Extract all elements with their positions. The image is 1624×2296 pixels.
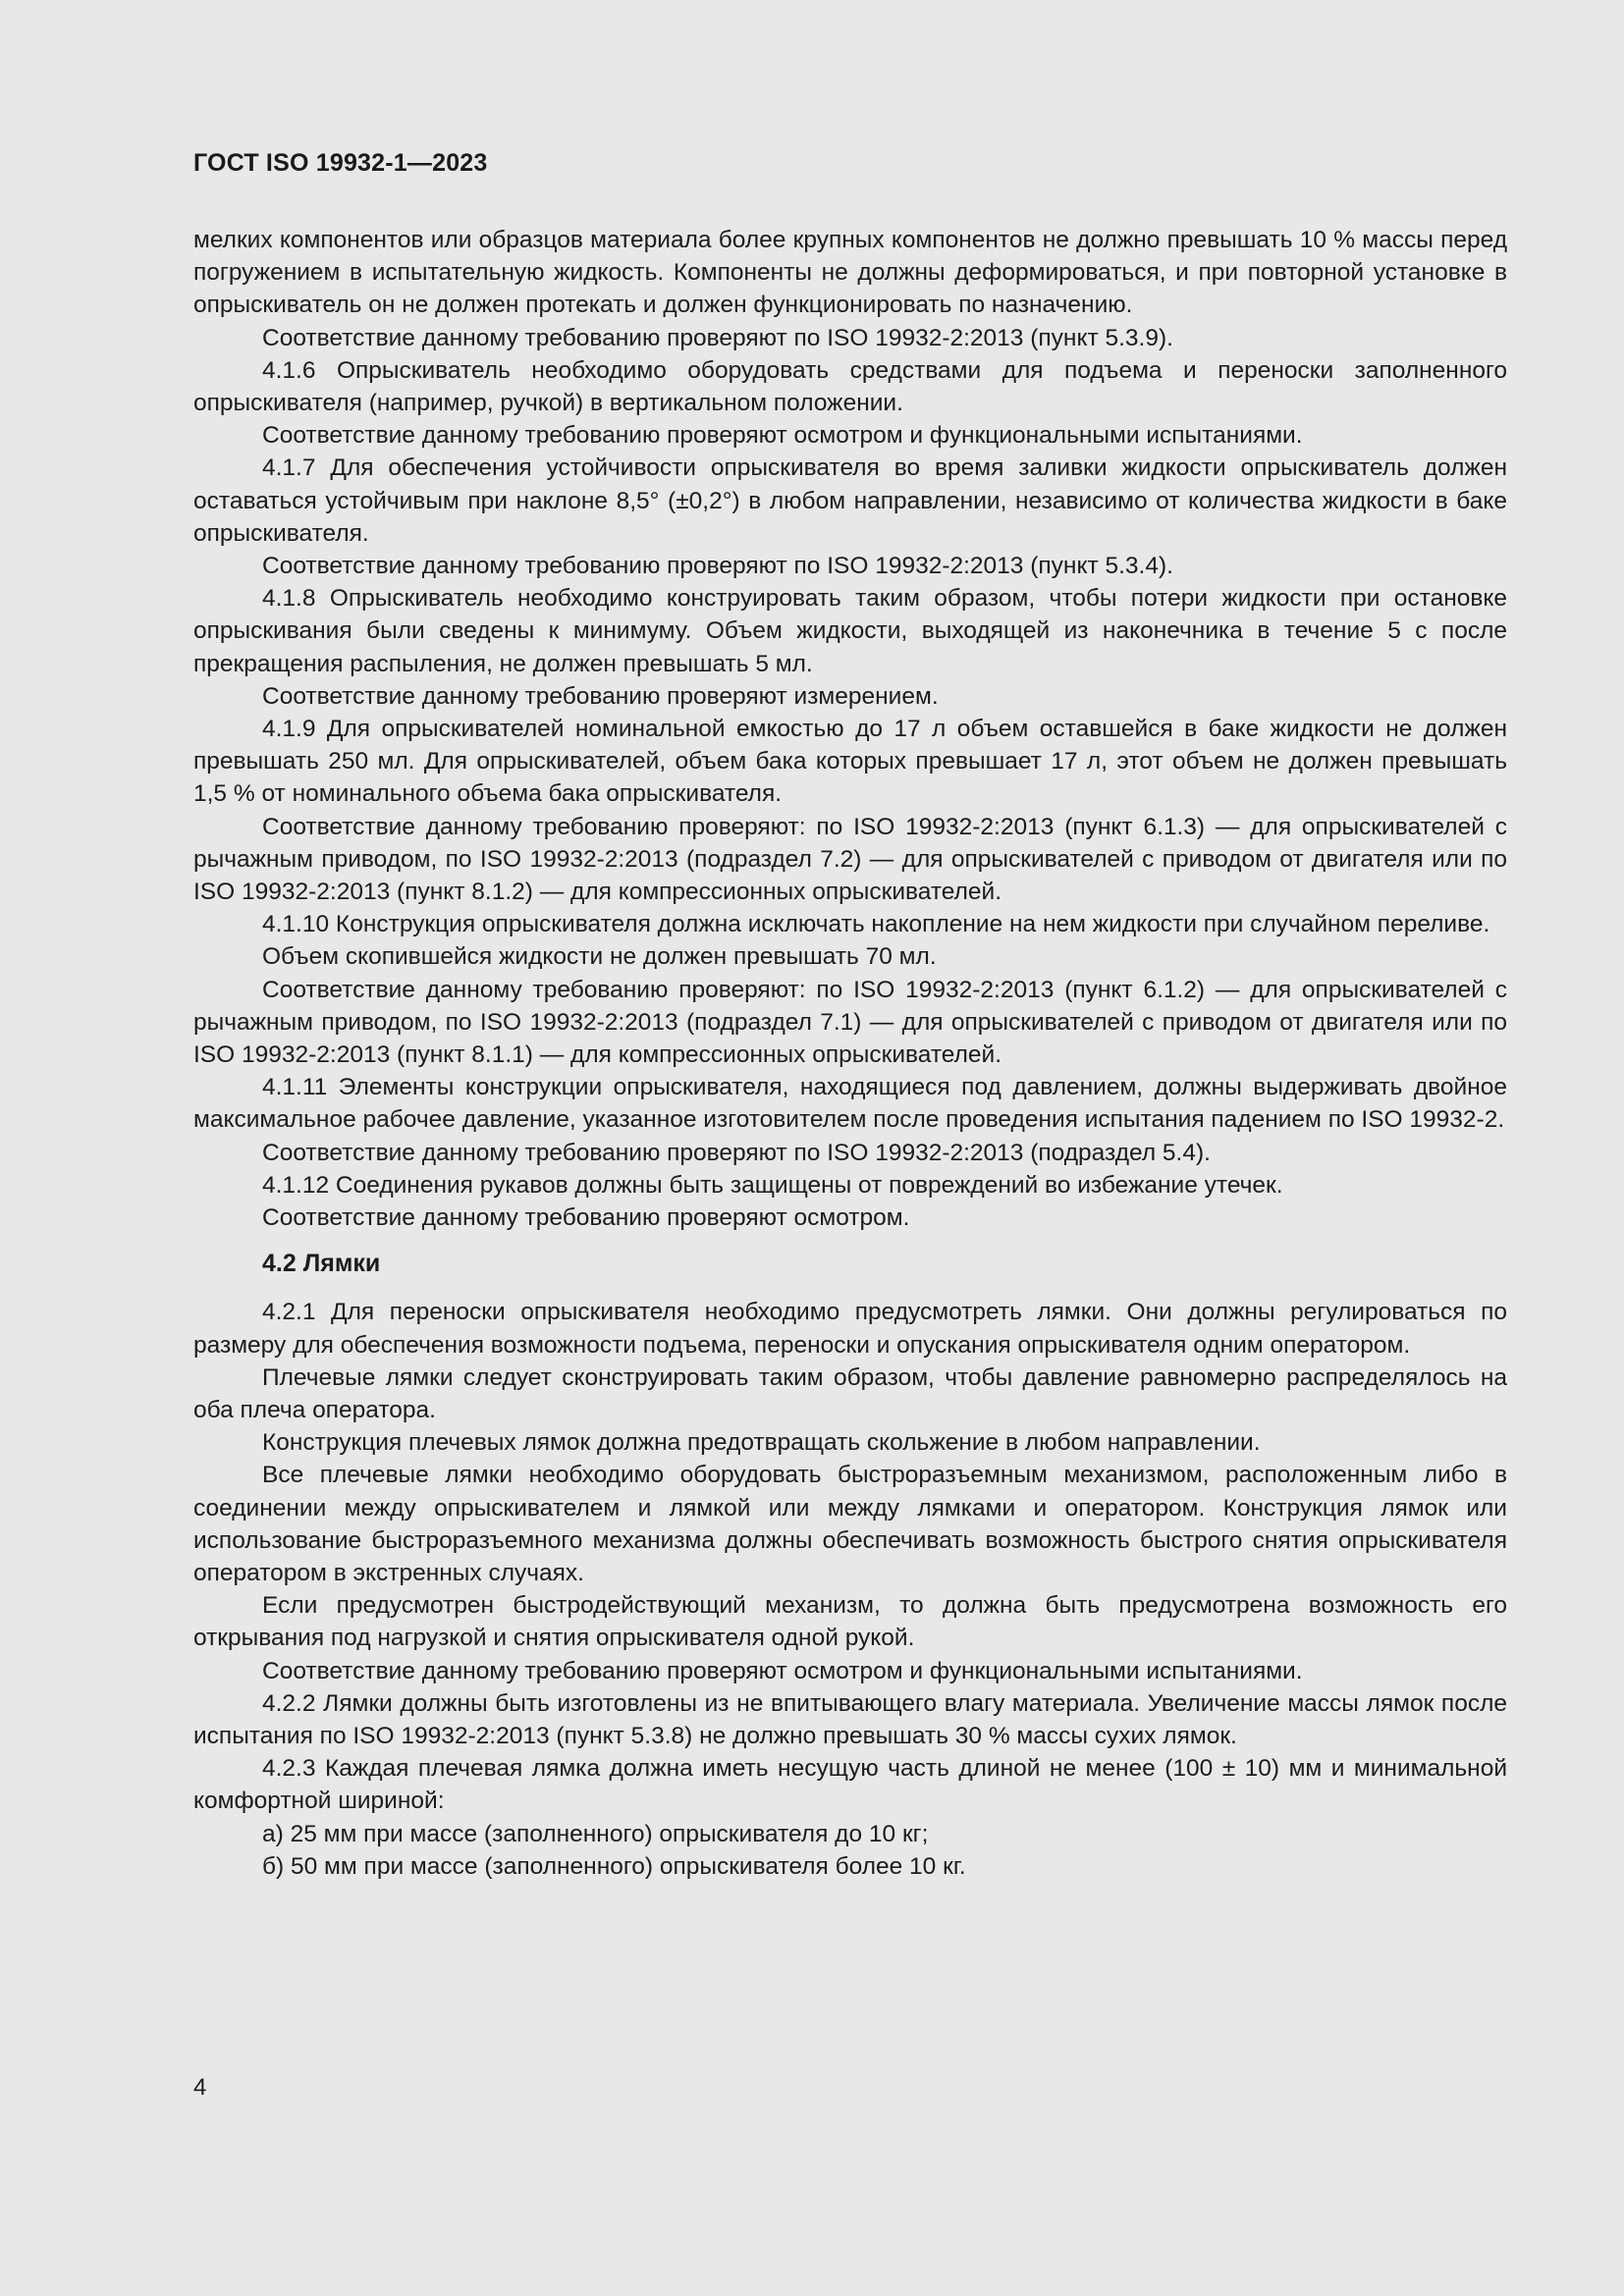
paragraph: Соответствие данному требованию проверяют осмотром и функциональными испытаниями. [262, 1657, 1303, 1684]
paragraph: Все плечевые лямки необходимо оборудовать быстроразъемным механизмом, расположенным либо в соединении между опрыскивателем и лямкой или между лямками и оператором. Конструкция лямок или использование быстроразъемного механизма должны обеспечивать возможность быстрого снятия опрыскивателя оператором в экстренных случаях. [193, 1462, 1507, 1586]
paragraph: Если предусмотрен быстродействующий механизм, то должна быть предусмотрена возможность его открывания под нагрузкой и снятия опрыскивателя одной рукой. [193, 1592, 1507, 1652]
paragraph: 4.2.1 Для переноски опрыскивателя необходимо предусмотреть лямки. Они должны регулироваться по размеру для обеспечения возможности подъема, переноски и опускания опрыскивателя одним оператором. [193, 1299, 1507, 1359]
paragraph: мелких компонентов или образцов материала более крупных компонентов не должно превышать 10 % массы перед погружением в испытательную жидкость. Компоненты не должны деформироваться, и при повторной установке в опрыскиватель он не должен протекать и должен функционировать по назначению. [193, 227, 1507, 319]
paragraph: Соответствие данному требованию проверяют: по ISO 19932-2:2013 (пункт 6.1.2) — для опрыскивателей с рычажным приводом, по ISO 19932-2:2013 (подраздел 7.1) — для опрыскивателей с приводом от двигателя или по ISO 19932-2:2013 (пункт 8.1.1) — для компрессионных опрыскивателей. [193, 976, 1507, 1069]
paragraph: Конструкция плечевых лямок должна предотвращать скольжение в любом направлении. [262, 1429, 1261, 1457]
paragraph: 4.1.10 Конструкция опрыскивателя должна исключать накопление на нем жидкости при случайном переливе. [262, 911, 1490, 938]
paragraph: Соответствие данному требованию проверяют измерением. [262, 682, 939, 710]
list-item: а) 25 мм при массе (заполненного) опрыскивателя до 10 кг; [262, 1820, 929, 1847]
section-heading: 4.2 Лямки [262, 1250, 381, 1278]
paragraph: 4.1.9 Для опрыскивателей номинальной емкостью до 17 л объем оставшейся в баке жидкости не должен превышать 250 мл. Для опрыскивателей, объем бака которых превышает 17 л, этот объем не должен превышать 1,5 % от номинального объема бака опрыскивателя. [193, 716, 1507, 808]
paragraph: Соответствие данному требованию проверяют осмотром. [262, 1204, 910, 1232]
paragraph: Объем скопившейся жидкости не должен превышать 70 мл. [262, 943, 937, 971]
list-item: б) 50 мм при массе (заполненного) опрыскивателя более 10 кг. [262, 1852, 966, 1880]
paragraph: 4.1.7 Для обеспечения устойчивости опрыскивателя во время заливки жидкости опрыскиватель должен оставаться устойчивым при наклоне 8,5° (±0,2°) в любом направлении, независимо от количества жидкости в баке опрыскивателя. [193, 454, 1507, 547]
page-number: 4 [193, 2074, 207, 2101]
paragraph: Соответствие данному требованию проверяют по ISO 19932-2:2013 (пункт 5.3.4). [262, 553, 1173, 580]
document-header: ГОСТ ISO 19932-1—2023 [193, 149, 488, 177]
paragraph: 4.1.8 Опрыскиватель необходимо конструировать таким образом, чтобы потери жидкости при остановке опрыскивания были сведены к минимуму. Объем жидкости, выходящей из наконечника в течение 5 с после прекращения распыления, не должен превышать 5 мл. [193, 585, 1507, 677]
paragraph: 4.1.12 Соединения рукавов должны быть защищены от повреждений во избежание утечек. [262, 1171, 1283, 1199]
paragraph: Соответствие данному требованию проверяют по ISO 19932-2:2013 (подраздел 5.4). [262, 1139, 1211, 1166]
paragraph: Соответствие данному требованию проверяют осмотром и функциональными испытаниями. [262, 422, 1303, 450]
paragraph: Соответствие данному требованию проверяют по ISO 19932-2:2013 (пункт 5.3.9). [262, 324, 1173, 351]
paragraph: Соответствие данному требованию проверяют: по ISO 19932-2:2013 (пункт 6.1.3) — для опрыскивателей с рычажным приводом, по ISO 19932-2:2013 (подраздел 7.2) — для опрыскивателей с приводом от двигателя или по ISO 19932-2:2013 (пункт 8.1.2) — для компрессионных опрыскивателей. [193, 813, 1507, 906]
paragraph: Плечевые лямки следует сконструировать таким образом, чтобы давление равномерно распределялось на оба плеча оператора. [193, 1363, 1507, 1423]
paragraph: 4.2.2 Лямки должны быть изготовлены из не впитывающего влагу материала. Увеличение массы лямок после испытания по ISO 19932-2:2013 (пункт 5.3.8) не должно превышать 30 % массы сухих лямок. [193, 1689, 1507, 1749]
paragraph: 4.2.3 Каждая плечевая лямка должна иметь несущую часть длиной не менее (100 ± 10) мм и минимальной комфортной шириной: [193, 1755, 1507, 1815]
document-body [193, 224, 1507, 1883]
paragraph: 4.1.11 Элементы конструкции опрыскивателя, находящиеся под давлением, должны выдерживать двойное максимальное рабочее давление, указанное изготовителем после проведения испытания падением по ISO 19932-2. [193, 1074, 1507, 1134]
paragraph: 4.1.6 Опрыскиватель необходимо оборудовать средствами для подъема и переноски заполненного опрыскивателя (например, ручкой) в вертикальном положении. [193, 356, 1507, 417]
